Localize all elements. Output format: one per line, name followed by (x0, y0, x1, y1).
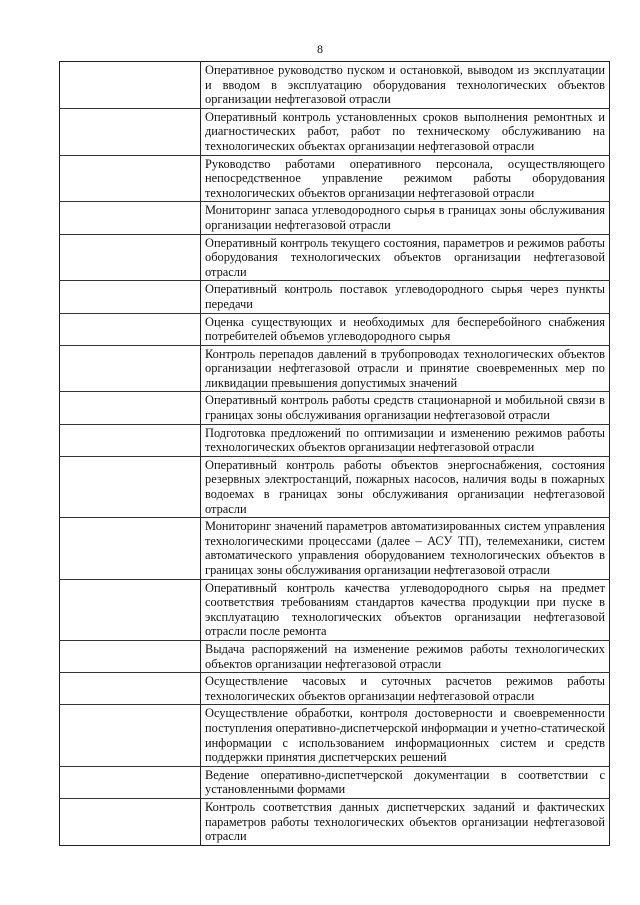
empty-left-cell (59, 673, 201, 704)
duty-cell: Оперативный контроль установленных сроков выполнения ремонтных и диагностических работ, работ по техническому обслуживанию на технологических объектах организации нефтегазовой отрасли (201, 109, 610, 155)
table-row (59, 641, 610, 673)
empty-left-cell (59, 425, 201, 456)
table-row (59, 705, 610, 766)
duty-cell: Оперативный контроль поставок углеводородного сырья через пункты передачи (201, 281, 610, 312)
duty-cell: Осуществление часовых и суточных расчетов режимов работы технологических объектов организации нефтегазовой отрасли (201, 673, 610, 704)
empty-left-cell (59, 62, 201, 108)
table-row (59, 518, 610, 579)
empty-left-cell (59, 580, 201, 640)
table-row (59, 425, 610, 457)
table-row (59, 109, 610, 156)
empty-left-cell (59, 457, 201, 517)
empty-left-cell (59, 641, 201, 672)
table-row (59, 62, 610, 109)
empty-left-cell (59, 346, 201, 392)
table-row (59, 202, 610, 234)
duty-cell: Оперативный контроль текущего состояния, параметров и режимов работы оборудования технологических объектов организации нефтегазовой отрасли (201, 235, 610, 281)
duty-cell: Руководство работами оперативного персонала, осуществляющего непосредственное управление режимом работы оборудования технологических объектов организации нефтегазовой отрасли (201, 156, 610, 202)
duty-cell: Оперативное руководство пуском и остановкой, выводом из эксплуатации и вводом в эксплуатацию оборудования технологических объектов организации нефтегазовой отрасли (201, 62, 610, 108)
duty-cell: Оперативный контроль качества углеводородного сырья на предмет соответствия требованиям стандартов качества продукции при пуске в эксплуатацию технологических объектов организации нефтегазовой отрасли после ремонта (201, 580, 610, 640)
duty-cell: Оперативный контроль работы объектов энергоснабжения, состояния резервных электростанций, пожарных насосов, наличия воды в пожарных водоемах в границах зоны обслуживания организации нефтегазовой отрасли (201, 457, 610, 517)
table-row (59, 457, 610, 518)
empty-left-cell (59, 235, 201, 281)
empty-left-cell (59, 202, 201, 233)
empty-left-cell (59, 705, 201, 765)
table-row (59, 314, 610, 346)
table-row (59, 235, 610, 282)
duty-cell: Мониторинг запаса углеводородного сырья в границах зоны обслуживания организации нефтегазовой отрасли (201, 202, 610, 233)
duty-cell: Оперативный контроль работы средств стационарной и мобильной связи в границах зоны обслуживания организации нефтегазовой отрасли (201, 392, 610, 423)
empty-left-cell (59, 281, 201, 312)
duty-cell: Контроль перепадов давлений в трубопроводах технологических объектов организации нефтегазовой отрасли и принятие своевременных мер по ликвидации превышения допустимых значений (201, 346, 610, 392)
table-row (59, 346, 610, 393)
table-row (59, 156, 610, 203)
duty-cell: Ведение оперативно-диспетчерской документации в соответствии с установленными формами (201, 767, 610, 798)
empty-left-cell (59, 392, 201, 423)
duty-cell: Подготовка предложений по оптимизации и изменению режимов работы технологических объектов организации нефтегазовой отрасли (201, 425, 610, 456)
table-row (59, 580, 610, 641)
duty-cell: Контроль соответствия данных диспетчерских заданий и фактических параметров работы технологических объектов организации нефтегазовой отрасли (201, 799, 610, 845)
empty-left-cell (59, 156, 201, 202)
duty-cell: Выдача распоряжений на изменение режимов работы технологических объектов организации нефтегазовой отрасли (201, 641, 610, 672)
duties-table (59, 61, 610, 846)
duty-cell: Оценка существующих и необходимых для бесперебойного снабжения потребителей объемов углеводородного сырья (201, 314, 610, 345)
empty-left-cell (59, 314, 201, 345)
table-row (59, 392, 610, 424)
table-row (59, 767, 610, 799)
duty-cell: Осуществление обработки, контроля достоверности и своевременности поступления оперативно-диспетчерской информации и учетно-статической информации с использованием информационных систем и средств поддержки принятия диспетчерских решений (201, 705, 610, 765)
table-row (59, 799, 610, 845)
page-number: 8 (317, 42, 323, 56)
empty-left-cell (59, 518, 201, 578)
table-row (59, 673, 610, 705)
table-row (59, 281, 610, 313)
empty-left-cell (59, 109, 201, 155)
empty-left-cell (59, 799, 201, 845)
empty-left-cell (59, 767, 201, 798)
duty-cell: Мониторинг значений параметров автоматизированных систем управления технологическими процессами (далее – АСУ ТП), телемеханики, систем автоматического управления оборудованием технологических объектов в границах зоны обслуживания организации нефтегазовой отрасли (201, 518, 610, 578)
